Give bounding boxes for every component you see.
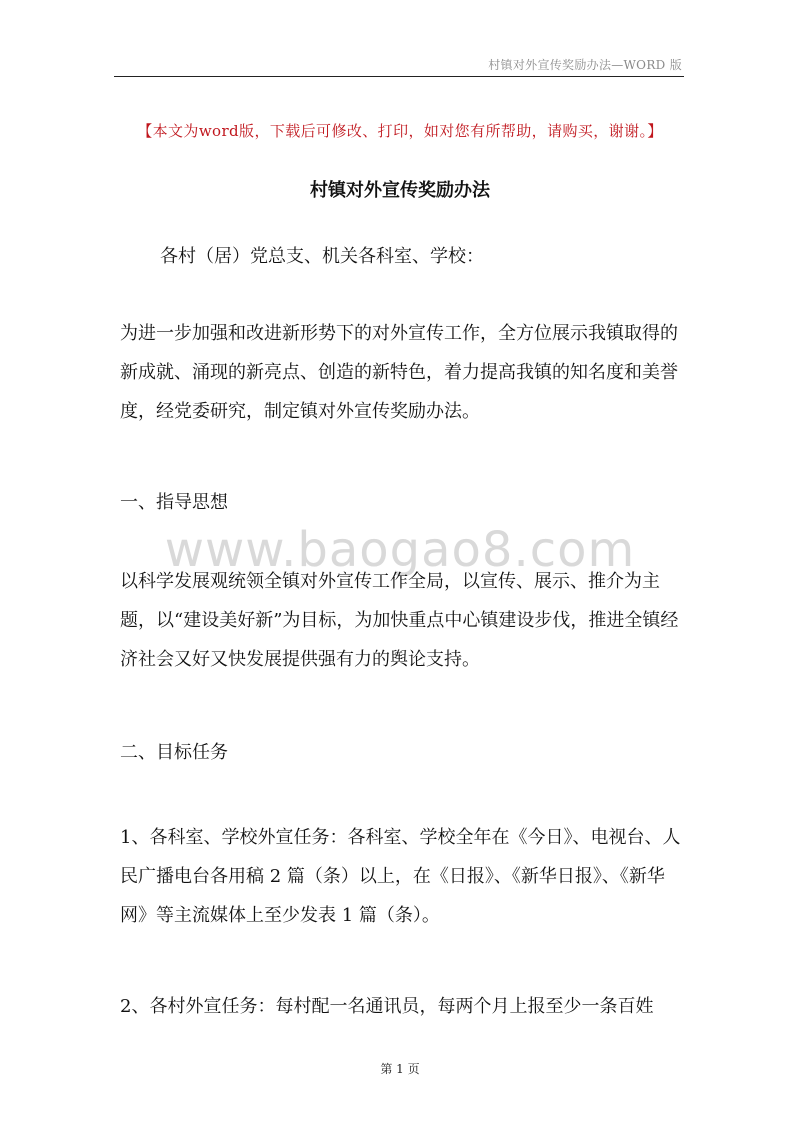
page-number: 第 1 页	[380, 1062, 420, 1076]
header-divider	[114, 76, 684, 77]
watermark: www.baogao8.com	[164, 522, 636, 578]
document-title: 村镇对外宣传奖励办法	[310, 180, 490, 201]
intro-paragraph: 为进一步加强和改进新形势下的对外宣传工作，全方位展示我镇取得的新成就、涌现的新亮点、创造的新特色，着力提高我镇的知名度和美誉度，经党委研究，制定镇对外宣传奖励办法。	[120, 323, 678, 422]
target-item-1: 1、各科室、学校外宣任务：各科室、学校全年在《今日》、电视台、人民广播电台各用稿 2 篇（条）以上，在《日报》、《新华日报》、《新华网》等主流媒体上至少发表 1 篇（条）。	[120, 827, 681, 926]
running-header: 村镇对外宣传奖励办法—WORD 版	[488, 58, 682, 72]
target-item-2: 2、各村外宣任务：每村配一名通讯员，每两个月上报至少一条百姓	[120, 996, 654, 1017]
guiding-ideology-paragraph: 以科学发展观统领全镇对外宣传工作全局，以宣传、展示、推介为主题，以“建设美好新”为目标，为加快重点中心镇建设步伐，推进全镇经济社会又好又快发展提供强有力的舆论支持。	[120, 571, 679, 670]
salutation: 各村（居）党总支、机关各科室、学校：	[160, 246, 484, 267]
section-heading-targets: 二、目标任务	[120, 742, 228, 763]
word-version-notice: 【本文为word版，下载后可修改、打印，如对您有所帮助，请购买，谢谢。】	[137, 122, 663, 140]
section-heading-guiding-ideology: 一、指导思想	[120, 492, 228, 513]
